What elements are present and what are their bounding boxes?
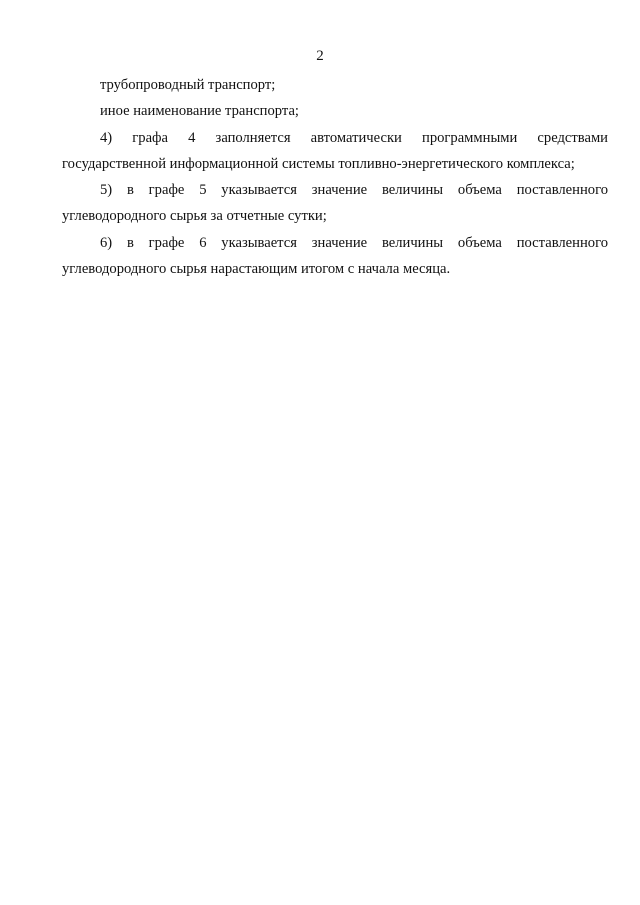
paragraph-column-4: 4) графа 4 заполняется автоматически программными средствами государственной информационной системы топливно-энергетического комплекса; xyxy=(62,129,608,172)
paragraph-pipeline-transport: трубопроводный транспорт; xyxy=(100,77,276,93)
page-number: 2 xyxy=(316,48,324,64)
paragraph-other-transport: иное наименование транспорта; xyxy=(100,103,299,120)
paragraph-column-6: 6) в графе 6 указывается значение величины объема поставленного углеводородного сырья нарастающим итогом с начала месяца. xyxy=(62,234,608,278)
paragraph-column-5: 5) в графе 5 указывается значение величины объема поставленного углеводородного сырья за отчетные сутки; xyxy=(62,182,608,225)
document-body xyxy=(62,72,608,282)
